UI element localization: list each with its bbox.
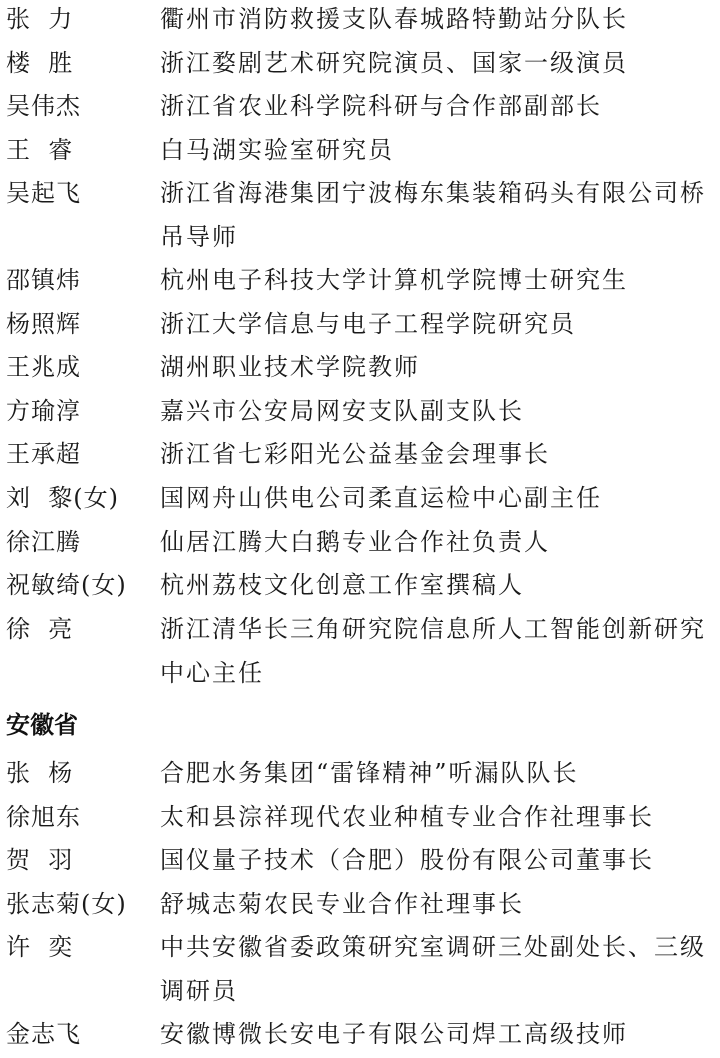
person-title: 浙江婺剧艺术研究院演员、国家一级演员 (160, 49, 628, 77)
person-title: 衢州市消防救援支队春城路特勤站分队长 (160, 5, 628, 33)
person-title: 国仪量子技术（合肥）股份有限公司董事长 (160, 846, 654, 874)
person-title: 浙江省七彩阳光公益基金会理事长 (160, 440, 550, 468)
person-title: 浙江大学信息与电子工程学院研究员 (160, 310, 576, 338)
person-name: 许 奕 (6, 933, 74, 961)
person-title: 嘉兴市公安局网安支队副支队长 (160, 397, 524, 425)
person-title: 浙江省海港集团宁波梅东集装箱码头有限公司桥吊导师 (160, 179, 706, 251)
person-title: 杭州荔枝文化创意工作室撰稿人 (160, 571, 524, 599)
person-title: 白马湖实验室研究员 (160, 136, 394, 164)
person-title: 国网舟山供电公司柔直运检中心副主任 (160, 484, 602, 512)
section-heading: 安徽省 (6, 711, 78, 739)
person-name: 徐旭东 (6, 803, 81, 831)
person-title: 湖州职业技术学院教师 (160, 353, 420, 381)
person-name: 方瑜淳 (6, 397, 81, 425)
person-name: 祝敏绮(女) (6, 571, 127, 599)
person-name: 王兆成 (6, 353, 81, 381)
person-name: 王 睿 (6, 136, 74, 164)
person-title: 浙江省农业科学院科研与合作部副部长 (160, 92, 602, 120)
person-name: 吴起飞 (6, 179, 81, 207)
person-name: 王承超 (6, 440, 81, 468)
person-name: 张 杨 (6, 759, 74, 787)
person-title: 中共安徽省委政策研究室调研三处副处长、三级调研员 (160, 933, 706, 1005)
person-name: 楼 胜 (6, 49, 74, 77)
person-name: 张志菊(女) (6, 890, 127, 918)
person-title: 浙江清华长三角研究院信息所人工智能创新研究中心主任 (160, 615, 706, 687)
person-name: 徐江腾 (6, 528, 81, 556)
person-title: 安徽博微长安电子有限公司焊工高级技师 (160, 1020, 628, 1048)
person-name: 徐 亮 (6, 615, 74, 643)
person-title: 杭州电子科技大学计算机学院博士研究生 (160, 266, 628, 294)
person-name: 金志飞 (6, 1020, 81, 1048)
person-title: 舒城志菊农民专业合作社理事长 (160, 890, 524, 918)
person-name: 贺 羽 (6, 846, 74, 874)
person-title: 仙居江腾大白鹅专业合作社负责人 (160, 528, 550, 556)
person-title: 太和县淙祥现代农业种植专业合作社理事长 (160, 803, 654, 831)
person-title: 合肥水务集团“雷锋精神”听漏队队长 (160, 759, 579, 787)
person-name: 邵镇炜 (6, 266, 81, 294)
person-name: 刘 黎(女) (6, 484, 119, 512)
person-name: 吴伟杰 (6, 92, 81, 120)
person-name: 杨照辉 (6, 310, 81, 338)
person-name: 张 力 (6, 5, 74, 33)
